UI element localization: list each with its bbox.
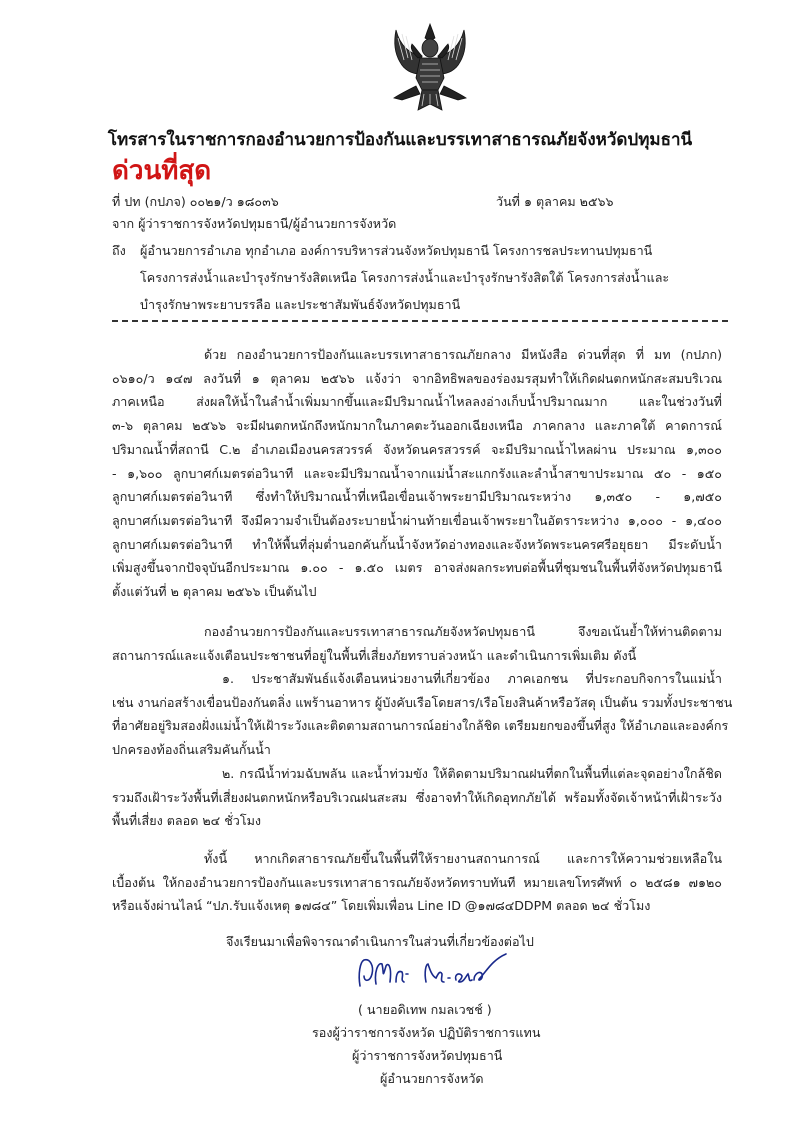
to-recipients-line-3: บำรุงรักษาพระยาบรรลือ และประชาสัมพันธ์จังหวัดปทุมธานี bbox=[140, 297, 461, 312]
paragraph-line: ๐๖๑๐/ว ๑๔๗ ลงวันที่ ๑ ตุลาคม ๒๕๖๖ แจ้งว่า จากอิทธิพลของร่องมรสุมทำให้เกิดฝนตกหนักสะสมบริเวณ bbox=[112, 370, 722, 386]
to-recipients-line-2: โครงการส่งน้ำและบำรุงรักษารังสิตเหนือ โครงการส่งน้ำและบำรุงรักษารังสิตใต้ โครงการส่งน้ำและ bbox=[140, 270, 670, 285]
paragraph-reporting bbox=[112, 847, 722, 918]
from-line: จาก ผู้ว่าราชการจังหวัดปทุมธานี/ผู้อำนวยการจังหวัด bbox=[112, 216, 397, 231]
paragraph-background bbox=[112, 343, 722, 604]
paragraph-line: ปริมาณน้ำที่สถานี C.๒ อำเภอเมืองนครสวรรค์ จังหวัดนครสวรรค์ จะมีปริมาณน้ำไหลผ่าน ประมาณ ๑,๓๐๐ bbox=[112, 441, 722, 457]
reference-number: ที่ ปท (กปภจ) ๐๐๒๑/ว ๑๘๐๓๖ bbox=[112, 194, 279, 209]
garuda-emblem-icon bbox=[382, 18, 478, 118]
document-date: วันที่ ๑ ตุลาคม ๒๕๖๖ bbox=[496, 194, 614, 209]
paragraph-line: หรือแจ้งผ่านไลน์ “ปภ.รับแจ้งเหตุ ๑๗๘๔” โดยเพิ่มเพื่อน Line ID @๑๗๘๔DDPM ตลอด ๒๔ ชั่วโมง bbox=[112, 898, 651, 914]
paragraph-line: - ๑,๖๐๐ ลูกบาศก์เมตรต่อวินาที และจะมีปริมาณน้ำจากแม่น้ำสะแกกรังและลำน้ำสาขาประมาณ ๕๐ - ๑๕๐ bbox=[112, 465, 722, 481]
paragraph-line: สถานการณ์และแจ้งเตือนประชาชนที่อยู่ในพื้นที่เสี่ยงภัยทราบล่วงหน้า และดำเนินการเพิ่มเติม ดังนี้ bbox=[112, 647, 637, 663]
paragraph-line: ลูกบาศก์เมตรต่อวินาที จึงมีความจำเป็นต้องระบายน้ำผ่านท้ายเขื่อนเจ้าพระยาในอัตราระหว่าง ๑,๐๐๐ - ๑,๔๐๐ bbox=[112, 512, 722, 528]
action-item-2 bbox=[112, 762, 722, 833]
paragraph-line: ลูกบาศก์เมตรต่อวินาที ทำให้พื้นที่ลุ่มต่ำนอกคันกั้นน้ำจังหวัดอ่างทองและจังหวัดพระนครศรีอยุธยา มีระดับน้ำ bbox=[112, 536, 722, 552]
paragraph-line: ที่อาศัยอยู่ริมสองฝั่งแม่น้ำให้เฝ้าระวังและติดตามสถานการณ์อย่างใกล้ชิด เตรียมยกของขึ้นที่สูง ให้อำเภอและองค์กร bbox=[112, 718, 729, 734]
to-recipients-line-1: ผู้อำนวยการอำเภอ ทุกอำเภอ องค์การบริหารส่วนจังหวัดปทุมธานี โครงการชลประทานปทุมธานี bbox=[140, 243, 653, 258]
paragraph-request bbox=[112, 620, 722, 667]
paragraph-line: ปกครองท้องถิ่นเสริมคันกั้นน้ำ bbox=[112, 742, 271, 758]
paragraph-line: ตั้งแต่วันที่ ๒ ตุลาคม ๒๕๖๖ เป็นต้นไป bbox=[112, 584, 317, 600]
paragraph-line: พื้นที่เสี่ยง ตลอด ๒๔ ชั่วโมง bbox=[112, 813, 262, 829]
paragraph-line: ๑. ประชาสัมพันธ์แจ้งเตือนหน่วยงานที่เกี่ยวข้อง ภาคเอกชน ที่ประกอบกิจการในแม่น้ำ bbox=[222, 671, 722, 686]
to-label: ถึง bbox=[112, 243, 126, 258]
paragraph-line: ๒. กรณีน้ำท่วมฉับพลัน และน้ำท่วมขัง ให้ติดตามปริมาณฝนที่ตกในพื้นที่แต่ละจุดอย่างใกล้ชิด bbox=[222, 766, 722, 781]
paragraph-line: เบื้องต้น ให้กองอำนวยการป้องกันและบรรเทาสาธารณภัยจังหวัดทราบทันที หมายเลขโทรศัพท์ ๐ ๒๕๘๑ ๗๑๒๐ bbox=[112, 874, 722, 890]
signatory-title-2: ผู้ว่าราชการจังหวัดปทุมธานี bbox=[352, 1048, 503, 1063]
separator-dashed-line bbox=[112, 320, 728, 322]
paragraph-line: ลูกบาศก์เมตรต่อวินาที ซึ่งทำให้ปริมาณน้ำที่เหนือเขื่อนเจ้าพระยามีปริมาณระหว่าง ๑,๓๕๐ - ๑,๗๕๐ bbox=[112, 489, 722, 505]
paragraph-line: กองอำนวยการป้องกันและบรรเทาสาธารณภัยจังหวัดปทุมธานี จึงขอเน้นย้ำให้ท่านติดตาม bbox=[204, 624, 722, 639]
urgency-label: ด่วนที่สุด bbox=[112, 156, 212, 186]
paragraph-line: ๓-๖ ตุลาคม ๒๕๖๖ จะมีฝนตกหนักถึงหนักมากในภาคตะวันออกเฉียงเหนือ ภาคกลาง และภาคใต้ คาดการณ์ bbox=[112, 418, 722, 434]
header-title: โทรสารในราชการกองอำนวยการป้องกันและบรรเทาสาธารณภัยจังหวัดปทุมธานี bbox=[107, 130, 693, 150]
signature-icon bbox=[356, 952, 516, 992]
action-item-1 bbox=[112, 667, 733, 762]
closing-line: จึงเรียนมาเพื่อพิจารณาดำเนินการในส่วนที่เกี่ยวข้องต่อไป bbox=[226, 934, 534, 949]
signatory-title-1: รองผู้ว่าราชการจังหวัด ปฏิบัติราชการแทน bbox=[312, 1025, 541, 1040]
paragraph-line: ทั้งนี้ หากเกิดสาธารณภัยขึ้นในพื้นที่ให้รายงานสถานการณ์ และการให้ความช่วยเหลือใน bbox=[204, 851, 722, 866]
paragraph-line: เพิ่มสูงขึ้นจากปัจจุบันอีกประมาณ ๑.๐๐ - ๑.๕๐ เมตร อาจส่งผลกระทบต่อพื้นที่ชุมชนในพื้นที่จังหวัดปทุมธานี bbox=[112, 560, 722, 576]
paragraph-line: เช่น งานก่อสร้างเขื่อนป้องกันตลิ่ง แพร้านอาหาร ผู้บังคับเรือโดยสาร/เรือโยงสินค้าหรือวัสดุ เป็นต้น รวมทั้งประชาชน bbox=[112, 694, 733, 710]
paragraph-line: ภาคเหนือ ส่งผลให้น้ำในลำน้ำเพิ่มมากขึ้นและมีปริมาณน้ำไหลลงอ่างเก็บน้ำปริมาณมาก และในช่วงวันที่ bbox=[112, 394, 722, 410]
signatory-name: ( นายอดิเทพ กมลเวชช์ ) bbox=[358, 1002, 492, 1017]
signatory-title-3: ผู้อำนวยการจังหวัด bbox=[380, 1071, 484, 1086]
paragraph-line: ด้วย กองอำนวยการป้องกันและบรรเทาสาธารณภัยกลาง มีหนังสือ ด่วนที่สุด ที่ มท (กปภก) bbox=[204, 347, 722, 362]
paragraph-line: รวมถึงเฝ้าระวังพื้นที่เสี่ยงฝนตกหนักหรือบริเวณฝนสะสม ซึ่งอาจทำให้เกิดอุทกภัยได้ พร้อมทั้งจัดเจ้าหน้าที่เฝ้าระวัง bbox=[112, 789, 722, 805]
